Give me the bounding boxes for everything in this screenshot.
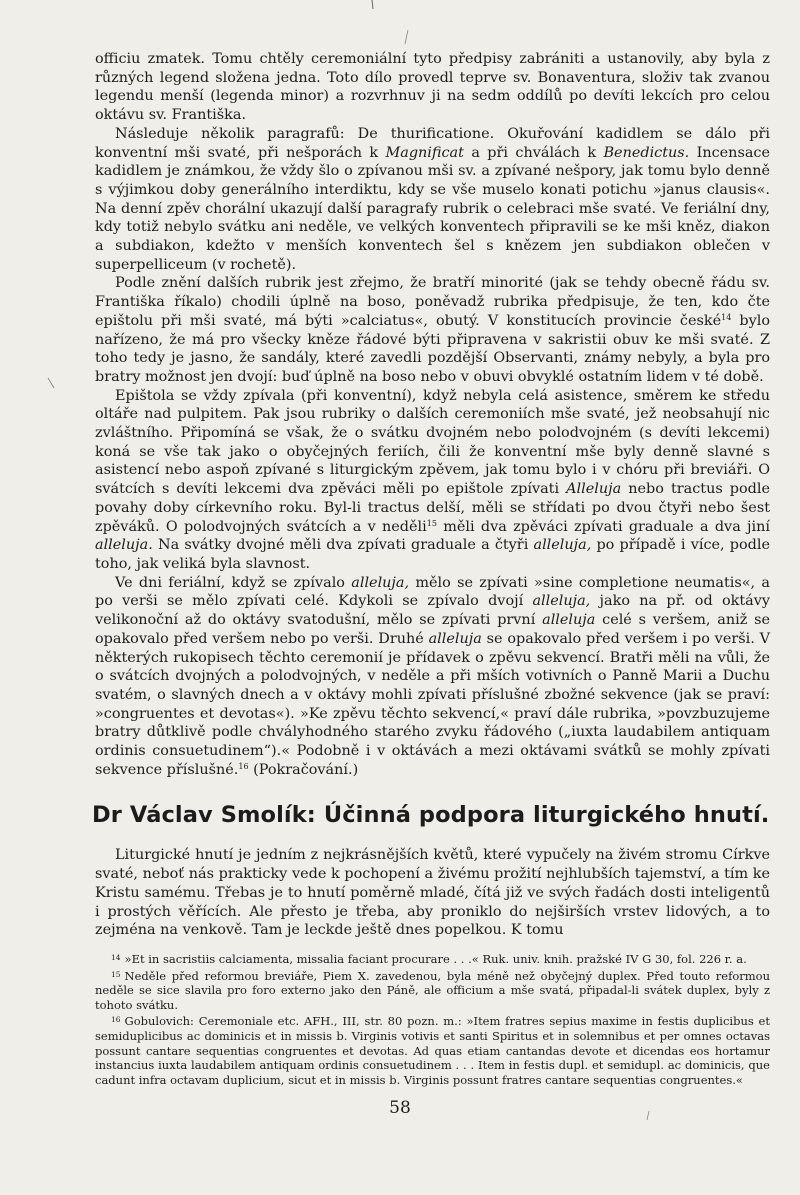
text-run: Ve dni feriální, když se zpívalo (115, 574, 352, 591)
italic-term: alleluja (542, 612, 596, 629)
text-run: (Pokračování.) (248, 761, 359, 778)
italic-term: alleluja, (351, 574, 410, 591)
continued-article-body (95, 50, 770, 779)
text-run: měli dva zpěváci zpívati graduale a dva jiní (436, 518, 770, 535)
footnote (95, 1014, 770, 1087)
footnotes (95, 952, 770, 1087)
text-run: Následuje několik paragrafů: De thurificatione. Okuřování kadidlem se dálo při konventní mši svaté, při nešporách k (95, 125, 770, 161)
text-run: po případě i více, podle toho, jak veliká byla slavnost. (95, 537, 770, 572)
text-run: Incensace kadidlem je známkou, že vždy šlo o zpívanou mši sv. a zpívané nešpory, jak tomu bylo denně s výjimkou doby generálního interdiktu, kdy se vše muselo konati potichu »janus clausis«. Na denní zpěv chorální ukazují další paragrafy rubrik o celebraci mše svaté. Ve feriální dny, kdy totiž nebylo svátku ani neděle, ve velkých konventech připravili se ke mši kněz, diakon a subdiakon, kdežto v menších konventech šel s knězem jen subdiakon oblečen v superpelliceum (v rochetě). (95, 144, 770, 273)
footnote (95, 952, 770, 967)
page-number: 58 (389, 1098, 411, 1118)
text-run: celé s veršem, aniž se opakovalo před veršem nebo po verši. Druhé (95, 612, 770, 647)
body-paragraph (95, 387, 770, 574)
body-paragraph (95, 50, 770, 125)
italic-term: alleluja (428, 630, 482, 647)
article-heading: Dr Václav Smolík: Účinná podpora liturgického hnutí. (92, 802, 770, 829)
text-run: a při chválách k (463, 144, 604, 161)
italic-term: Benedictus. (603, 144, 690, 161)
text-run: bylo nařízeno, že má pro všecky kněze řádové býti připravena v sakristii obuv ke mši svaté. Z toho tedy je jasno, že sandály, které zavedli pozdější Observanti, známy nebyly, a byla pro bratry možnost jen dvojí: buď úplně na boso nebo v obuvi obvyklé ostatním lidem v té době. (95, 312, 770, 385)
text-run: Podle znění dalších rubrik jest zřejmo, že bratří minorité (jak se tehdy obecně řádu sv. Františka říkalo) chodili úplně na boso, poněvadž rubrika předpisuje, že ten, kdo čte epištolu při mši svaté, má býti »calciatus«, obutý. V konstitucích provincie české (95, 275, 770, 329)
italic-term: alleluja. (95, 537, 153, 554)
italic-term: alleluja, (533, 537, 592, 554)
speck (372, 0, 373, 9)
speck (48, 378, 54, 388)
text-run: Epištola se vždy zpívala (při konventní), když nebyla celá asistence, směrem ke středu oltáře nad pulpitem. Pak jsou rubriky o dalších ceremoniích mše svaté, jež neobsahují nic zvláštního. Připomíná se však, že o svátku dvojném nebo polodvojném (s devíti lekcemi) koná se vše tak jako o obyčejných feriích, čili že konventní mše byly denně slavné s asistencí nebo aspoň zpívané s liturgickým zpěvem, jak tomu bylo i v chóru při breviáři. O svátcích s devíti lekcemi dva zpěváci měli po epištole zpívati (95, 387, 770, 498)
italic-term: Magnificat (385, 144, 464, 161)
footnote-text: Neděle před reformou breviáře, Piem X. zavedenou, byla méně než obyčejný duplex. Před touto reformou neděle se sice slavila pro foro externo jako den Páně, ale officium a mše svatá, připadal-li svátek duplex, byly z tohoto svátku. (95, 968, 770, 1012)
footnote-ref: 15 (426, 518, 437, 528)
text-run: jako na př. od oktávy velikonoční až do oktávy svatodušní, mělo se zpívati první (95, 593, 770, 629)
footnote-text: »Et in sacristiis calciamenta, missalia faciant procurare . . .« Ruk. univ. knih. pražské IV G 30, fol. 226 r. a. (124, 951, 747, 966)
page-content (92, 50, 771, 1089)
article-paragraph: Liturgické hnutí je jedním z nejkrásnějších květů, které vypučely na živém stromu Církve svaté, neboť nás prakticky vede k pochopení a živému prožití nejhlubších tajemství, a tím ke Kristu samému. Třebas je to hnutí poměrně mladé, čítá již ve svých řadách dosti inteligentů i prostých věřících. Ale přesto je třeba, aby proniklo do nejširších vrstev lidových, a to zejména na venkově. Tam je leckde ještě dnes popelkou. K tomu (95, 847, 770, 939)
speck (405, 30, 408, 44)
footnote-ref: 14 (721, 312, 732, 322)
italic-term: Alleluja (566, 481, 622, 498)
text-run: officiu zmatek. Tomu chtěly ceremoniální tyto předpisy zabrániti a ustanovily, aby byla z různých legend složena jedna. Toto dílo provedl teprve sv. Bonaventura, složiv tak zvanou legendu menší (legenda minor) a rozvrhnuv ji na sedm oddílů po devíti lekcích pro celou oktávu sv. Františka. (95, 51, 770, 124)
text-run: mělo se zpívati »sine completione neumatis«, a po verši se mělo zpívati celé. Kdykoli se zpívalo dvojí (95, 574, 771, 610)
italic-term: alleluja, (532, 593, 591, 610)
footnote-ref: 16 (238, 761, 249, 771)
text-run: Na svátky dvojné měli dva zpívati graduale a čtyři (152, 537, 534, 554)
footnote-number: 16 (111, 1015, 121, 1025)
footnote-text: Gobulovich: Ceremoniale etc. AFH., III, str. 80 pozn. m.: »Item fratres sepius maxime in festis duplicibus et semiduplicibus ac dominicis et in missis b. Virginis votivis et santi Spiritus et in solemnibus et per omnes octavas possunt cantare sequentias congruentes et devotas. Ad quas etiam cantandas devote et dicendas eos hortamur instancius iuxta laudabilem antiquam ordinis consuetudinem . . . Item in festis dupl. et semidupl. ac dominicis, que cadunt infra octavam duplicium, sicut et in missis b. Virginis possunt fratres cantare sequentias congruentes.« (95, 1014, 770, 1087)
footnote (95, 969, 770, 1013)
footnote-number: 14 (111, 952, 121, 962)
body-paragraph (95, 125, 770, 275)
body-paragraph (95, 574, 770, 780)
footnote-number: 15 (111, 969, 121, 979)
text-run: nebo tractus podle povahy doby církevního roku. Byl-li tractus delší, měli se střídati po dvou čtyři nebo šest zpěváků. O polodvojných svátcích a v neděli (95, 481, 771, 535)
text-run: se opakovalo před veršem i po verši. V některých rukopisech těchto ceremonií je přídavek o zpěvu sekvencí. Bratři měli na vůli, že o svátcích dvojných a polodvojných, v neděle a při mších votivních o Panně Marii a Duchu svatém, o slavných dnech a v oktávy mohli zpívati příslušné zbožné sekvence (jak se praví: »congruentes et devotas«). »Ke zpěvu těchto sekvencí,« praví dále rubrika, »povzbuzujeme bratry důtklivě podle chvályhodného starého zvyku řádového („iuxta laudabilem antiquam ordinis consuetudinem“).« Podobně i v oktávách a mezi oktávami svátků se mohly zpívati sekvence příslušné. (95, 630, 770, 778)
body-paragraph (95, 274, 770, 386)
